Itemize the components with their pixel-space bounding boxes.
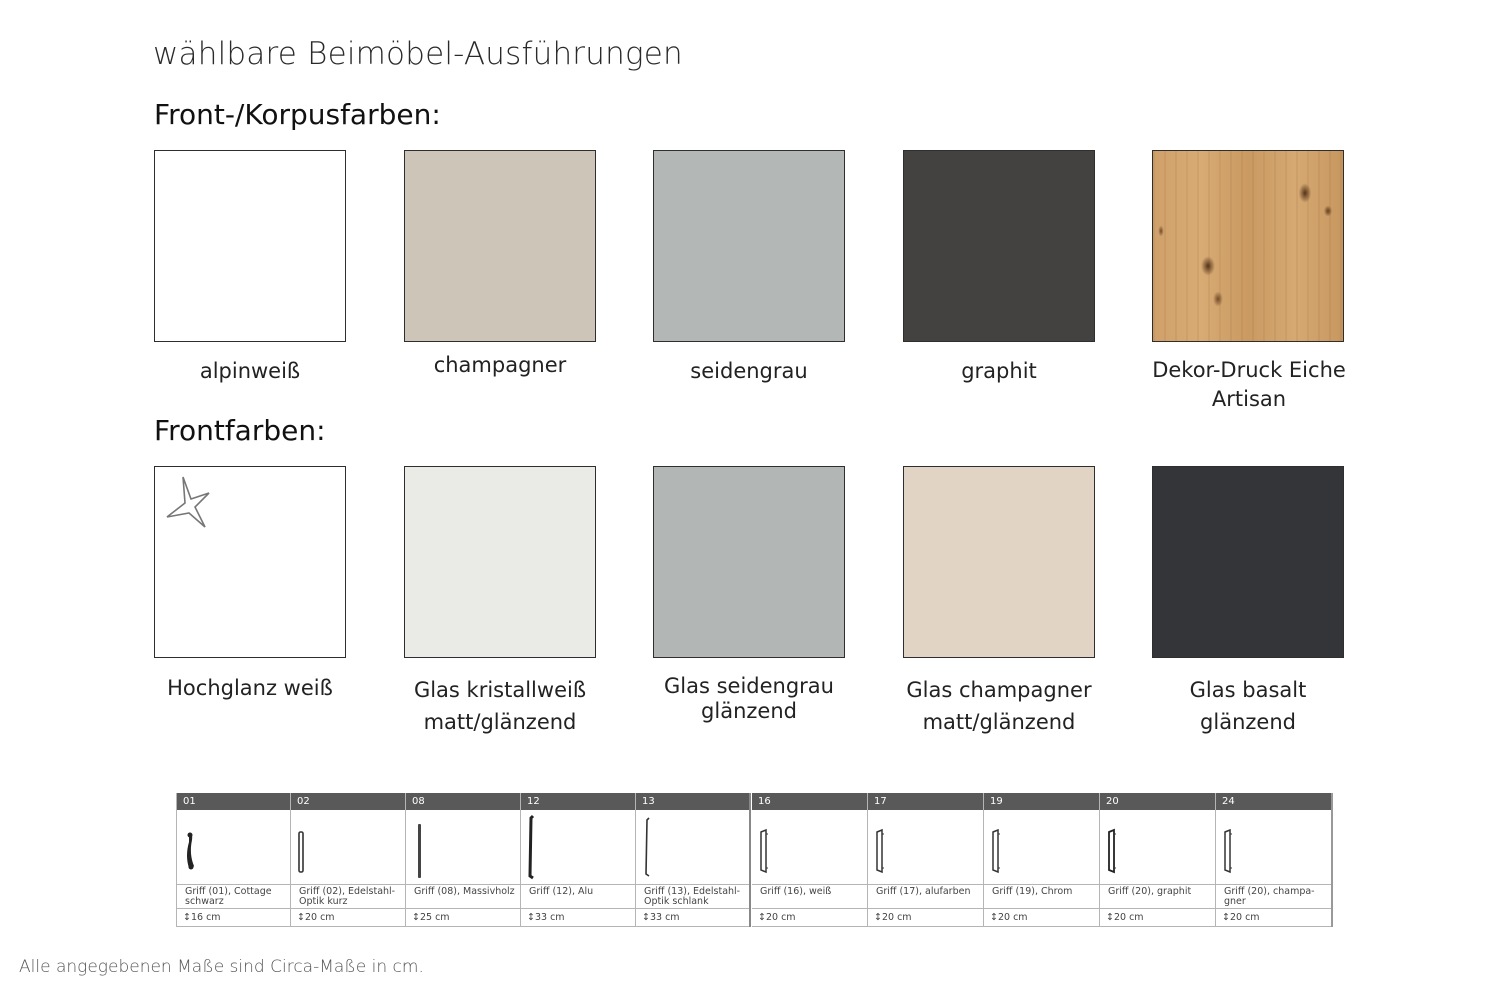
bar-handle-icon [291,810,406,884]
handle-picture [1100,810,1215,884]
handle-name: Griff (08), Massivholz [406,884,520,908]
swatch-label: Hochglanz weiß [167,676,333,700]
footnote: Alle angegebenen Maße sind Circa-Maße in cm. [19,957,424,977]
handle-size: ↕20 cm [1216,908,1331,927]
handle-size: ↕20 cm [1100,908,1215,927]
handle-name: Griff (01), Cottage schwarz [177,884,290,908]
bow-handle-icon [868,810,984,884]
handle-number: 13 [636,793,749,810]
handle-number: 02 [291,793,405,810]
bow-handle-icon [984,810,1100,884]
handle-name: Griff (02), Edelstahl-Optik kurz [291,884,405,908]
swatch-label: Dekor-Druck Eiche Artisan [1152,358,1346,411]
handle-number: 08 [406,793,520,810]
swatch-label: Glas kristallweiß matt/glänzend [413,678,587,734]
handle-cell-20 [1100,793,1216,927]
swatch-label: alpinweiß [199,359,301,383]
handle-name: Griff (16), weiß [752,884,867,908]
handle-size: ↕33 cm [636,908,749,927]
handle-size: ↕16 cm [177,908,290,927]
handle-picture [291,810,405,884]
swatch-hochglanz-weiss [154,466,346,658]
swatch-label: champagner [433,353,567,377]
handle-picture [752,810,867,884]
swatch-seidengrau [653,150,845,342]
handle-cell-16 [752,793,868,927]
handle-size: ↕20 cm [868,908,983,927]
handle-name: Griff (20), champa-gner [1216,884,1331,908]
swatch-eiche-artisan [1152,150,1344,342]
handle-name: Griff (12), Alu [521,884,635,908]
handle-number: 01 [177,793,290,810]
handle-picture [521,810,635,884]
swatch-label: graphit [961,359,1037,383]
handle-picture [984,810,1099,884]
bow-handle-icon [752,810,868,884]
bow-handle-icon [1216,810,1333,884]
handle-picture [1216,810,1331,884]
sparkle-star-icon [165,473,215,533]
bar-handle-icon [636,810,751,884]
handle-picture [868,810,983,884]
handle-cell-17 [868,793,984,927]
handle-number: 20 [1100,793,1215,810]
swatch-graphit [903,150,1095,342]
page-title: wählbare Beimöbel-Ausführungen [153,36,683,72]
handle-cell-19 [984,793,1100,927]
handle-name: Griff (20), graphit [1100,884,1215,908]
handle-picture [406,810,520,884]
swatch-champagner [404,150,596,342]
cottage-handle-icon [177,810,292,884]
handle-size: ↕20 cm [291,908,405,927]
swatch-glas-basalt [1152,466,1344,658]
bar-handle-icon [521,810,636,884]
section-heading-front-korpus: Front-/Korpusfarben: [154,98,441,131]
handle-size: ↕20 cm [984,908,1099,927]
handle-number: 19 [984,793,1099,810]
swatch-label: Glas champagner matt/glänzend [906,678,1092,734]
swatch-label: Glas seidengrau glänzend [664,674,834,723]
handle-size: ↕20 cm [752,908,867,927]
handle-number: 24 [1216,793,1331,810]
handle-cell-02 [291,793,406,927]
swatch-alpinweiss [154,150,346,342]
handle-cell-08 [406,793,521,927]
swatch-label: seidengrau [690,359,808,383]
handle-size: ↕25 cm [406,908,520,927]
bar-handle-icon [406,810,521,884]
handle-name: Griff (13), Edelstahl-Optik schlank [636,884,749,908]
handle-number: 17 [868,793,983,810]
swatch-glas-champagner [903,466,1095,658]
handle-name: Griff (17), alufarben [868,884,983,908]
handles-table [176,793,1333,927]
handle-cell-24 [1216,793,1333,927]
handle-cell-12 [521,793,636,927]
swatch-glas-seidengrau [653,466,845,658]
handle-cell-13 [636,793,751,927]
swatch-glas-kristallweiss [404,466,596,658]
handle-number: 16 [752,793,867,810]
handle-number: 12 [521,793,635,810]
handle-size: ↕33 cm [521,908,635,927]
handle-picture [177,810,290,884]
section-heading-frontfarben: Frontfarben: [154,414,326,447]
bow-handle-icon [1100,810,1216,884]
handle-picture [636,810,749,884]
swatch-label: Glas basalt glänzend [1189,678,1307,734]
handle-cell-01 [176,793,291,927]
handle-name: Griff (19), Chrom [984,884,1099,908]
